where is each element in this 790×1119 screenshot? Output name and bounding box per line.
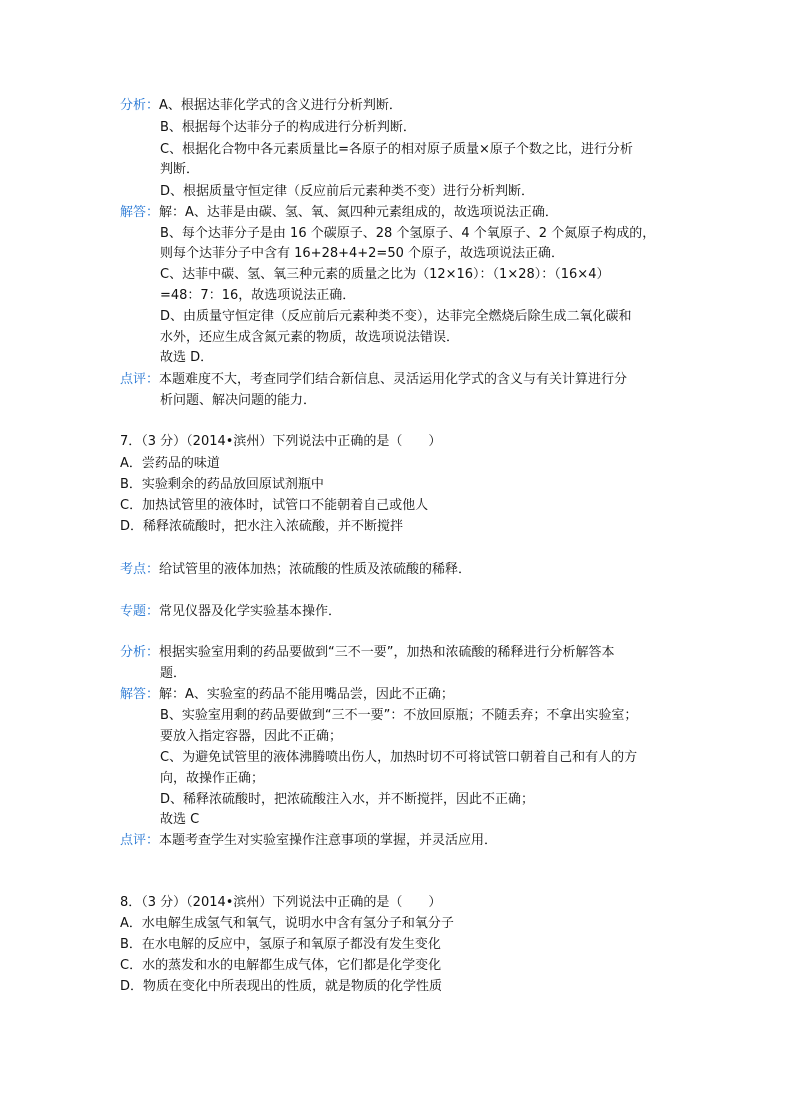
question-7-option-a: A．尝药品的味道 xyxy=(120,456,220,471)
analysis-row xyxy=(120,643,615,663)
analysis-label: 分析： xyxy=(120,98,160,113)
question-8-option-d: D．物质在变化中所表现出的性质，就是物质的化学性质 xyxy=(120,979,443,994)
answer-line: B、每个达菲分子是由 16 个碳原子、28 个氢原子、4 个氧原子、2 个氮原子构成的， xyxy=(160,226,656,241)
answer-row xyxy=(120,203,558,223)
analysis-line: 题． xyxy=(160,666,187,681)
topic-row xyxy=(120,602,341,622)
comment-label: 点评： xyxy=(120,372,160,387)
answer-line: =48：7：16，故选项说法正确． xyxy=(160,288,356,303)
answer-line: 水外，还应生成含氮元素的物质，故选项说法错误． xyxy=(160,330,460,345)
analysis-label: 分析： xyxy=(120,645,160,660)
answer-line: 解：A、实验室的药品不能用嘴品尝，因此不正确； xyxy=(159,687,454,702)
answer-line: 解：A、达菲是由碳、氢、氧、氮四种元素组成的，故选项说法正确． xyxy=(159,205,558,220)
comment-label: 点评： xyxy=(120,833,160,848)
comment-text: 本题考查学生对实验室操作注意事项的掌握，并灵活应用． xyxy=(159,833,498,848)
topic-text: 常见仪器及化学实验基本操作． xyxy=(159,604,342,619)
answer-line: 向，故操作正确； xyxy=(160,771,265,786)
comment-line: 析问题、解决问题的能力． xyxy=(160,393,317,408)
answer-line: 故选 C xyxy=(160,812,200,827)
analysis-line: D、根据质量守恒定律（反应前后元素种类不变）进行分析判断． xyxy=(160,184,535,199)
analysis-line: A、根据达菲化学式的含义进行分析判断． xyxy=(159,98,402,113)
answer-line: D、稀释浓硫酸时，把浓硫酸注入水，并不断搅拌，因此不正确； xyxy=(160,792,535,807)
key-point-text: 给试管里的液体加热；浓硫酸的性质及浓硫酸的稀释． xyxy=(159,562,472,577)
answer-line: B、实验室用剩的药品要做到“三不一要”：不放回原瓶；不随丢弃；不拿出实验室； xyxy=(160,708,638,723)
answer-line: 故选 D． xyxy=(160,350,214,365)
answer-line: 则每个达菲分子中含有 16+28+4+2=50 个原子，故选项说法正确． xyxy=(160,246,565,261)
question-8-stem: 8．（3 分）（2014•滨州）下列说法中正确的是（ ） xyxy=(120,895,442,910)
key-point-label: 考点： xyxy=(120,562,160,577)
answer-label: 解答： xyxy=(120,687,160,702)
answer-row xyxy=(120,685,454,705)
key-point-row xyxy=(120,560,471,580)
comment-row xyxy=(120,370,627,390)
answer-label: 解答： xyxy=(120,205,160,220)
analysis-row xyxy=(120,96,402,116)
question-7-option-b: B．实验剩余的药品放回原试剂瓶中 xyxy=(120,477,324,492)
comment-line: 本题难度不大，考查同学们结合新信息、灵活运用化学式的含义与有关计算进行分 xyxy=(159,372,628,387)
analysis-line: 根据实验室用剩的药品要做到“三不一要”，加热和浓硫酸的稀释进行分析解答本 xyxy=(159,645,615,660)
answer-line: 要放入指定容器，因此不正确； xyxy=(160,729,343,744)
answer-line: C、为避免试管里的液体沸腾喷出伤人，加热时切不可将试管口朝着自己和有人的方 xyxy=(160,750,638,765)
question-8-option-c: C．水的蒸发和水的电解都生成气体，它们都是化学变化 xyxy=(120,958,442,973)
analysis-line: B、根据每个达菲分子的构成进行分析判断． xyxy=(160,120,416,135)
question-8-option-b: B．在水电解的反应中，氢原子和氧原子都没有发生变化 xyxy=(120,937,441,952)
comment-row xyxy=(120,831,497,851)
answer-line: D、由质量守恒定律（反应前后元素种类不变），达菲完全燃烧后除生成二氧化碳和 xyxy=(160,309,632,324)
topic-label: 专题： xyxy=(120,604,160,619)
analysis-line: 判断． xyxy=(160,162,200,177)
question-8-option-a: A．水电解生成氢气和氧气，说明水中含有氢分子和氧分子 xyxy=(120,916,454,931)
answer-line: C、达菲中碳、氢、氧三种元素的质量之比为（12×16）：（1×28）：（16×4） xyxy=(160,267,610,282)
question-7-stem: 7．（3 分）（2014•滨州）下列说法中正确的是（ ） xyxy=(120,434,442,449)
question-7-option-d: D．稀释浓硫酸时，把水注入浓硫酸，并不断搅拌 xyxy=(120,519,404,534)
analysis-line: C、根据化合物中各元素质量比=各原子的相对原子质量×原子个数之比，进行分析 xyxy=(160,142,633,157)
question-7-option-c: C．加热试管里的液体时，试管口不能朝着自己或他人 xyxy=(120,498,429,513)
